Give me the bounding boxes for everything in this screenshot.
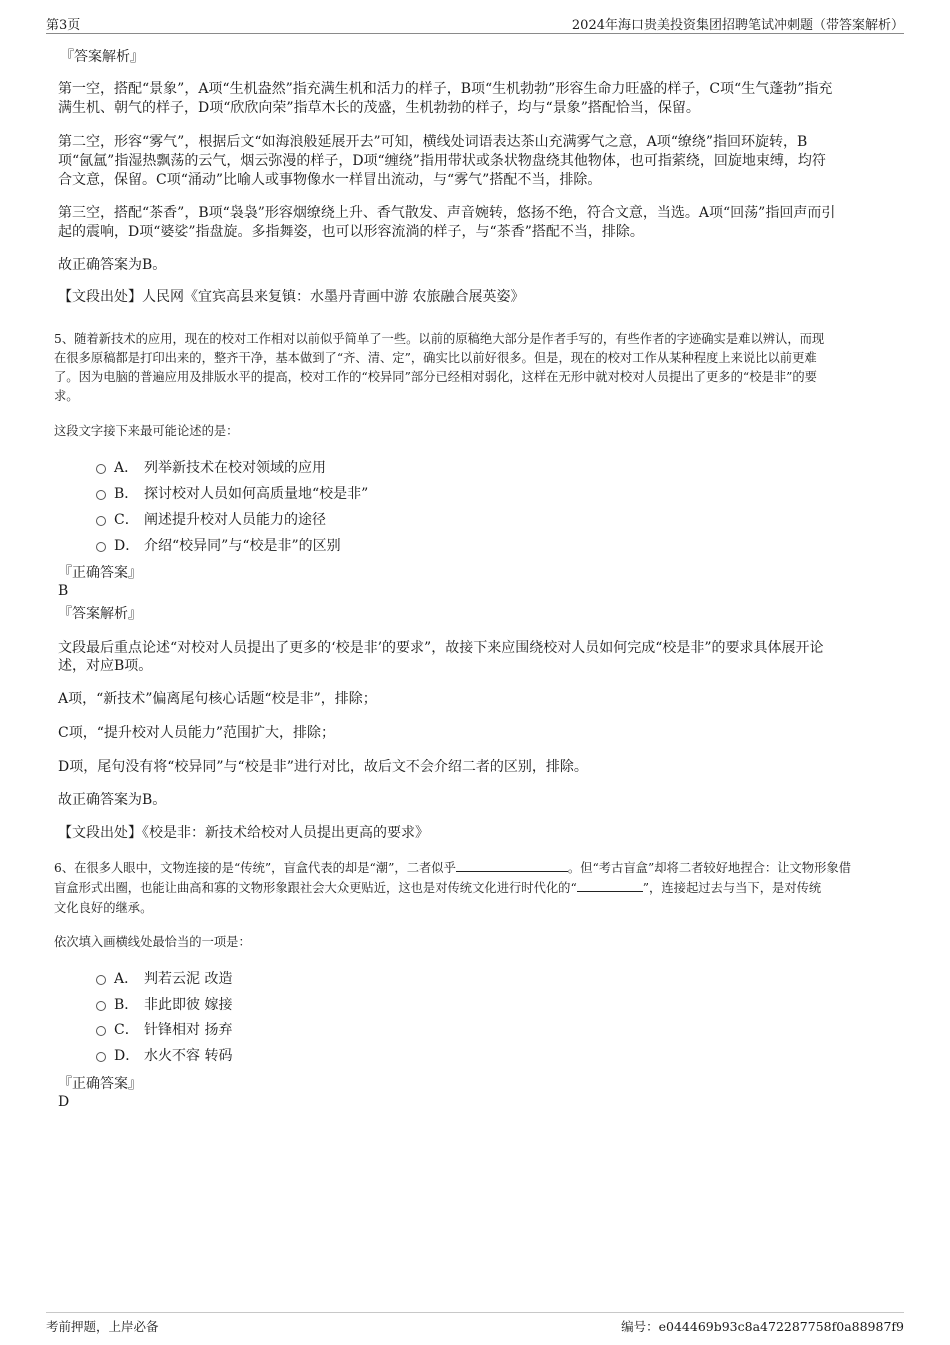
q5-answer-label: 『正确答案』	[58, 565, 142, 581]
q5-source-citation: 【文段出处】《校是非：新技术给校对人员提出更高的要求》	[58, 825, 429, 841]
radio-button-icon[interactable]	[96, 464, 106, 474]
radio-button-icon[interactable]	[96, 542, 106, 552]
page-header	[46, 12, 904, 34]
q6-answer: D	[58, 1094, 70, 1110]
analysis-blank1-line2: 满生机、朝气的样子，D项“欣欣向荣”指草木长的茂盛，生机勃勃的样子，均与“景象”搭配恰当，保留。	[58, 100, 700, 116]
q6-answer-label: 『正确答案』	[58, 1076, 142, 1092]
radio-button-icon[interactable]	[96, 1052, 106, 1062]
analysis-blank2-line3: 合文意，保留。C项“涌动”比喻人或事物像水一样冒出流动，与“雾气”搭配不当，排除。	[58, 172, 602, 188]
q5-answer: B	[58, 583, 69, 599]
fill-blank-2	[577, 880, 643, 892]
document-serial: 编号：e044469b93c8a472287758f0a88987f9	[621, 1319, 904, 1334]
page-number: 第3页	[46, 18, 81, 33]
q6-stem-line2: 盲盒形式出圈，也能让曲高和寡的文物形象跟社会大众更贴近，这也是对传统文化进行时代化的“ ”，连接起过去与当下，是对传统	[54, 881, 822, 895]
q6-question: 依次填入画横线处最恰当的一项是：	[54, 935, 251, 949]
radio-button-icon[interactable]	[96, 490, 106, 500]
q5-analysis-line2: 述，对应B项。	[58, 658, 153, 674]
analysis-blank2-line1: 第二空，形容“雾气”，根据后文“如海浪般延展开去”可知，横线处词语表达茶山充满雾气之意，A项“缭绕”指回环旋转，B	[58, 134, 808, 150]
document-title: 2024年海口贵美投资集团招聘笔试冲刺题（带答案解析）	[571, 18, 904, 33]
q5-option-d[interactable]: D． 介绍“校异同”与“校是非”的区别	[114, 537, 341, 555]
q6-option-a[interactable]: A． 判若云泥 改造	[114, 970, 232, 988]
radio-button-icon[interactable]	[96, 1026, 106, 1036]
q5-question: 这段文字接下来最可能论述的是：	[54, 424, 239, 438]
q5-stem-line4: 求。	[54, 389, 79, 403]
analysis-label: 『答案解析』	[60, 49, 144, 65]
q5-analysis-d: D项，尾句没有将“校异同”与“校是非”进行对比，故后文不会介绍二者的区别，排除。	[58, 759, 588, 775]
q5-analysis-c: C项，“提升校对人员能力”范围扩大，排除；	[58, 725, 336, 741]
q5-option-a[interactable]: A． 列举新技术在校对领域的应用	[114, 459, 326, 477]
analysis-blank3-line2: 起的震响，D项“婆娑”指盘旋。多指舞姿，也可以形容流淌的样子，与“茶香”搭配不当，排除。	[58, 224, 644, 240]
q5-analysis-a: A项，“新技术”偏离尾句核心话题“校是非”，排除；	[58, 691, 377, 707]
q6-option-c[interactable]: C． 针锋相对 扬弃	[114, 1021, 232, 1039]
q5-analysis-label: 『答案解析』	[58, 606, 142, 622]
radio-button-icon[interactable]	[96, 975, 106, 985]
q5-option-c[interactable]: C． 阐述提升校对人员能力的途径	[114, 511, 326, 529]
radio-button-icon[interactable]	[96, 1001, 106, 1011]
radio-button-icon[interactable]	[96, 516, 106, 526]
q5-stem-line2: 在很多原稿都是打印出来的，整齐干净，基本做到了“齐、清、定”，确实比以前好很多。但是，现在的校对工作从某种程度上来说比以前更难	[54, 351, 817, 365]
q6-option-d[interactable]: D． 水火不容 转码	[114, 1047, 232, 1065]
analysis-conclusion: 故正确答案为B。	[58, 257, 167, 273]
q5-stem-line1: 5、随着新技术的应用，现在的校对工作相对以前似乎简单了一些。以前的原稿绝大部分是作者手写的，有些作者的字迹确实是难以辨认，而现	[54, 332, 825, 346]
analysis-blank3-line1: 第三空，搭配“茶香”，B项“袅袅”形容烟缭绕上升、香气散发、声音婉转，悠扬不绝，符合文意，当选。A项“回荡”指回声而引	[58, 205, 836, 221]
fill-blank-1	[456, 860, 568, 872]
page-footer	[46, 1312, 904, 1336]
q6-stem-line1: 6、在很多人眼中，文物连接的是“传统”，盲盒代表的却是“潮”，二者似乎 。但“考古盲盒”却将二者较好地捏合：让文物形象借	[54, 861, 851, 875]
analysis-blank1-line1: 第一空，搭配“景象”，A项“生机盎然”指充满生机和活力的样子，B项“生机勃勃”形容生命力旺盛的样子，C项“生气蓬勃”指充	[58, 81, 833, 97]
analysis-blank2-line2: 项“氤氲”指湿热飘荡的云气，烟云弥漫的样子，D项“缠绕”指用带状或条状物盘绕其他物体，也可指萦绕，回旋地束缚，均符	[58, 153, 826, 169]
q5-analysis-conclusion: 故正确答案为B。	[58, 792, 167, 808]
footer-slogan: 考前押题，上岸必备	[46, 1319, 159, 1334]
q6-stem-line3: 文化良好的继承。	[54, 901, 153, 915]
q5-option-b[interactable]: B． 探讨校对人员如何高质量地“校是非”	[114, 485, 368, 503]
source-citation: 【文段出处】人民网《宜宾高县来复镇：水墨丹青画中游 农旅融合展英姿》	[58, 289, 525, 305]
q5-stem-line3: 了。因为电脑的普遍应用及排版水平的提高，校对工作的“校异同”部分已经相对弱化，这样在无形中就对校对人员提出了更多的“校是非”的要	[54, 370, 817, 384]
q5-analysis-line1: 文段最后重点论述“对校对人员提出了更多的‘校是非’的要求”，故接下来应围绕校对人员如何完成“校是非”的要求具体展开论	[58, 640, 824, 656]
q6-option-b[interactable]: B． 非此即彼 嫁接	[114, 996, 232, 1014]
